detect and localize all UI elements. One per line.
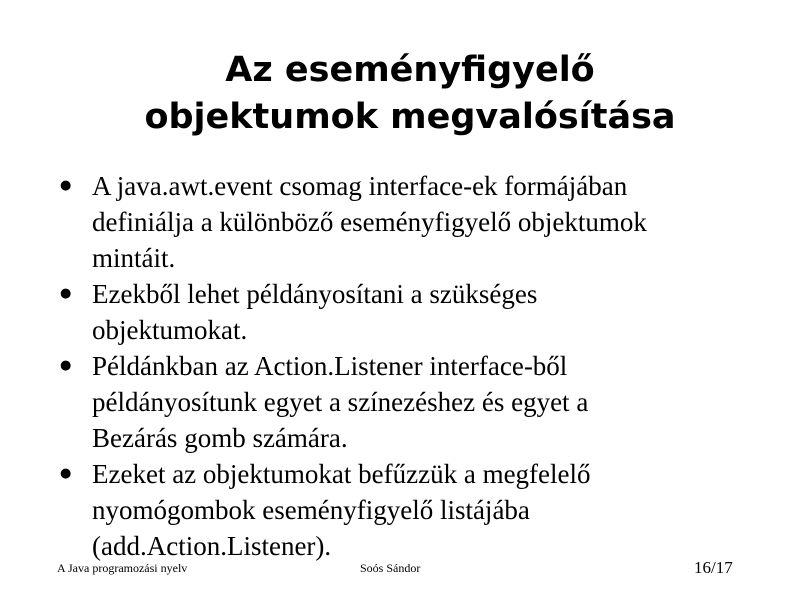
bullet-dot-icon: ●: [60, 178, 72, 193]
bullet-line: nyomógombok eseményfigyelő listájába: [92, 495, 530, 525]
bullet-line: Példánkban az Action.Listener interface-ből: [92, 351, 568, 381]
bullet-line: objektumokat.: [92, 315, 248, 345]
bullet-item-4: [60, 456, 760, 564]
bullet-dot-icon: ●: [60, 358, 72, 373]
slide-title-line-1: Az eseményfigyelő: [225, 50, 595, 90]
page-number: 16/17: [694, 558, 733, 577]
bullet-item-3: [60, 348, 760, 456]
bullet-dot-icon: ●: [60, 466, 72, 481]
bullet-line: mintáit.: [92, 243, 176, 273]
bullet-line: példányosítunk egyet a színezéshez és egyet a: [92, 387, 589, 417]
bullet-line: Ezeket az objektumokat befűzzük a megfelelő: [92, 459, 591, 489]
bullet-item-1: [60, 168, 760, 276]
footer-author: Soós Sándor: [360, 561, 421, 575]
bullet-item-2: [60, 276, 760, 348]
bullet-line: Ezekből lehet példányosítani a szükséges: [92, 279, 538, 309]
bullet-line: (add.Action.Listener).: [92, 531, 332, 561]
bullet-line: A java.awt.event csomag interface-ek formájában: [92, 171, 628, 201]
bullet-line: Bezárás gomb számára.: [92, 423, 348, 453]
footer-course-name: A Java programozási nyelv: [57, 561, 188, 575]
bullet-dot-icon: ●: [60, 286, 72, 301]
bullet-line: definiálja a különböző eseményfigyelő objektumok: [92, 207, 647, 237]
bullet-list: [60, 168, 760, 564]
slide-title-line-2: objektumok megvalósítása: [144, 97, 676, 137]
